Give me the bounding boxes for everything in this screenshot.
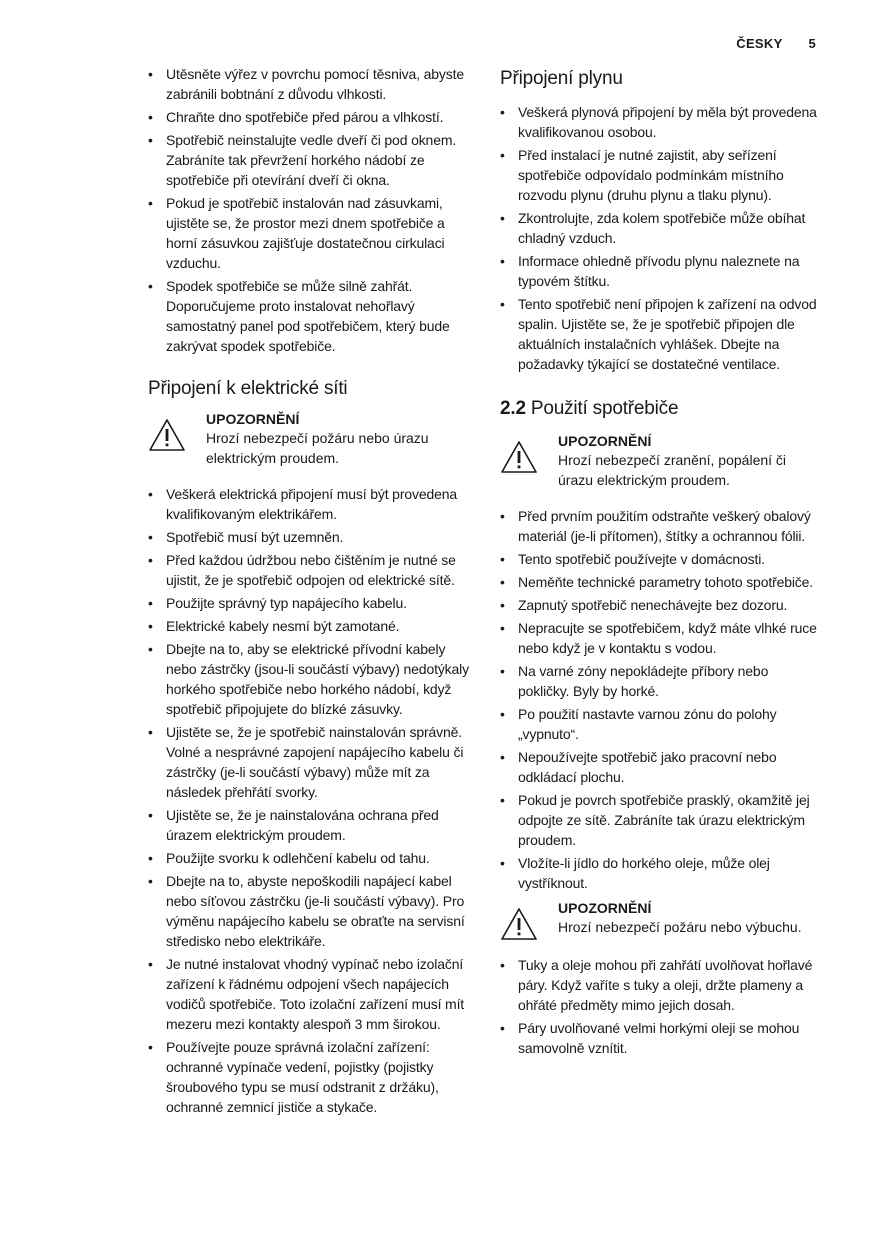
list-item: • Dbejte na to, aby se elektrické přívodní kabely nebo zástrčky (jsou-li součástí výbavy) nedotýkaly horkého spotřebiče nebo horkého nádobí, když spotřebič připojujete do blízké zásuvky. (148, 639, 470, 719)
gas-list (500, 102, 822, 374)
warning-triangle-icon (148, 418, 186, 452)
list-item: • Tuky a oleje mohou při zahřátí uvolňovat hořlavé páry. Když vaříte s tuky a oleji, držte plameny a ohřáté předměty mimo jejich dosah. (500, 955, 822, 1015)
warning-box (500, 432, 822, 490)
warning-text: Hrozí nebezpečí zranění, popálení či úrazu elektrickým proudem. (558, 452, 787, 488)
warning-text: Hrozí nebezpečí požáru nebo úrazu elektrickým proudem. (206, 430, 429, 466)
list-item: • Před instalací je nutné zajistit, aby seřízení spotřebiče odpovídalo podmínkám místního rozvodu plynu (druhu plynu a tlaku plynu). (500, 145, 822, 205)
list-item: • Tento spotřebič používejte v domácnosti. (500, 549, 822, 569)
list-item: • Před prvním použitím odstraňte veškerý obalový materiál (je-li přítomen), štítky a ochrannou fólii. (500, 506, 822, 546)
list-item: • Před každou údržbou nebo čištěním je nutné se ujistit, že je spotřebič odpojen od elektrické sítě. (148, 550, 470, 590)
list-item: • Páry uvolňované velmi horkými oleji se mohou samovolně vznítit. (500, 1018, 822, 1058)
list-item: • Spotřebič musí být uzemněn. (148, 527, 470, 547)
use-list (500, 506, 822, 893)
section-title-electrical: Připojení k elektrické síti (148, 378, 348, 399)
list-item: • Zkontrolujte, zda kolem spotřebiče může obíhat chladný vzduch. (500, 208, 822, 248)
list-item: • Veškerá plynová připojení by měla být provedena kvalifikovanou osobou. (500, 102, 822, 142)
warning-title: UPOZORNĚNÍ (558, 433, 652, 449)
list-item: • Pokud je spotřebič instalován nad zásuvkami, ujistěte se, že prostor mezi dnem spotřebiče a horní zásuvkou zajišťuje dostatečnou cirkulaci vzduchu. (148, 193, 470, 273)
list-item: • Ujistěte se, že je nainstalována ochrana před úrazem elektrickým proudem. (148, 805, 470, 845)
warning-box (500, 899, 822, 939)
list-item: • Vložíte-li jídlo do horkého oleje, může olej vystříknout. (500, 853, 822, 893)
list-item: • Na varné zóny nepokládejte příbory nebo pokličky. Byly by horké. (500, 661, 822, 701)
installation-list (148, 64, 470, 356)
section-title-text: Použití spotřebiče (530, 398, 679, 419)
list-item: • Používejte pouze správná izolační zařízení: ochranné vypínače vedení, pojistky (pojistky šroubového typu se musí odstranit z držáku), ochranné zemnicí jističe a stykače. (148, 1037, 470, 1117)
page-number: 5 (808, 36, 816, 51)
right-column (500, 66, 822, 1061)
list-item: • Spodek spotřebiče se může silně zahřát. Doporučujeme proto instalovat nehořlavý samostatný panel pod spotřebičem, který bude zakrývat spodek spotřebiče. (148, 276, 470, 356)
warning-title: UPOZORNĚNÍ (558, 900, 652, 916)
page-header (736, 36, 816, 51)
list-item: • Nepracujte se spotřebičem, když máte vlhké ruce nebo když je v kontaktu s vodou. (500, 618, 822, 658)
section-title-gas: Připojení plynu (500, 68, 623, 89)
list-item: • Je nutné instalovat vhodný vypínač nebo izolační zařízení k řádnému odpojení všech napájecích vodičů spotřebiče. Toto izolační zařízení musí mít mezeru mezi kontakty alespoň 3 mm širokou. (148, 954, 470, 1034)
list-item: • Informace ohledně přívodu plynu naleznete na typovém štítku. (500, 251, 822, 291)
list-item: • Zapnutý spotřebič nenechávejte bez dozoru. (500, 595, 822, 615)
section-title-use (500, 396, 822, 422)
list-item: • Veškerá elektrická připojení musí být provedena kvalifikovaným elektrikářem. (148, 484, 470, 524)
section-number: 2.2 (500, 398, 526, 419)
list-item: • Nepoužívejte spotřebič jako pracovní nebo odkládací plochu. (500, 747, 822, 787)
electrical-list (148, 484, 470, 1117)
warning-triangle-icon (500, 907, 538, 941)
warning-triangle-icon (500, 440, 538, 474)
list-item: • Dbejte na to, abyste nepoškodili napájecí kabel nebo síťovou zástrčku (je-li součástí výbavy). Pro výměnu napájecího kabelu se obraťte na servisní středisko nebo elektrikáře. (148, 871, 470, 951)
list-item: • Ujistěte se, že je spotřebič nainstalován správně. Volné a nesprávné zapojení napájecího kabelu či zástrčky (je-li součástí výbavy) může mít za následek přehřátí svorky. (148, 722, 470, 802)
list-item: • Neměňte technické parametry tohoto spotřebiče. (500, 572, 822, 592)
list-item: • Chraňte dno spotřebiče před párou a vlhkostí. (148, 107, 470, 127)
left-column (148, 64, 470, 1120)
list-item: • Použijte správný typ napájecího kabelu. (148, 593, 470, 613)
oil-list (500, 955, 822, 1058)
list-item: • Utěsněte výřez v povrchu pomocí těsniva, abyste zabránili bobtnání z důvodu vlhkosti. (148, 64, 470, 104)
list-item: • Po použití nastavte varnou zónu do polohy „vypnuto“. (500, 704, 822, 744)
warning-box (148, 410, 470, 468)
language-label: ČESKY (736, 36, 783, 51)
warning-title: UPOZORNĚNÍ (206, 411, 300, 427)
list-item: • Spotřebič neinstalujte vedle dveří či pod oknem. Zabráníte tak převržení horkého nádobí ze spotřebiče při otevírání dveří či okna. (148, 130, 470, 190)
list-item: • Tento spotřebič není připojen k zařízení na odvod spalin. Ujistěte se, že je spotřebič připojen dle aktuálních instalačních vyhlášek. Dbejte na požadavky týkající se dostatečné ventilace. (500, 294, 822, 374)
list-item: • Elektrické kabely nesmí být zamotané. (148, 616, 470, 636)
warning-text: Hrozí nebezpečí požáru nebo výbuchu. (558, 919, 802, 935)
list-item: • Pokud je povrch spotřebiče prasklý, okamžitě jej odpojte ze sítě. Zabráníte tak úrazu elektrickým proudem. (500, 790, 822, 850)
list-item: • Použijte svorku k odlehčení kabelu od tahu. (148, 848, 470, 868)
